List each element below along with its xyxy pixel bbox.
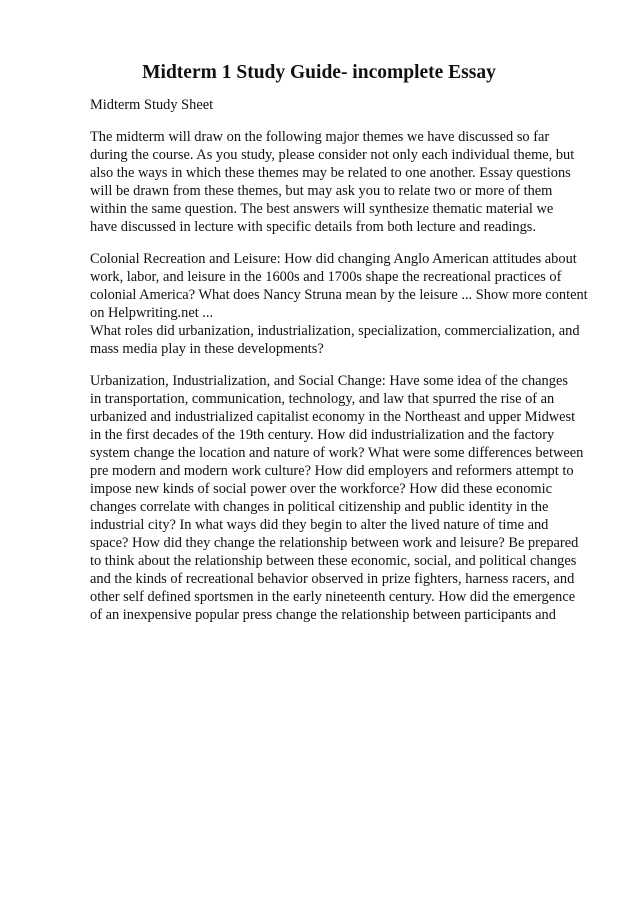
document-body xyxy=(90,96,600,624)
text-line: Urbanization, Industrialization, and Social Change: Have some idea of the changes xyxy=(90,373,568,389)
text-line: system change the location and nature of work? What were some differences between xyxy=(90,445,584,461)
paragraph-urbanization xyxy=(90,372,600,624)
paragraph-colonial-recreation xyxy=(90,250,600,358)
text-line: during the course. As you study, please consider not only each individual theme, but xyxy=(90,147,575,163)
text-line: pre modern and modern work culture? How did employers and reformers attempt to xyxy=(90,463,574,479)
text-line: changes correlate with changes in political citizenship and public identity in the xyxy=(90,499,549,515)
text-line: within the same question. The best answers will synthesize thematic material we xyxy=(90,201,554,217)
text-line: urbanized and industrialized capitalist economy in the Northeast and upper Midwest xyxy=(90,409,576,425)
document-subtitle: Midterm Study Sheet xyxy=(90,97,214,113)
text-line: on Helpwriting.net ... xyxy=(90,305,214,321)
text-line: colonial America? What does Nancy Struna mean by the leisure ... Show more content xyxy=(90,287,588,303)
text-line: The midterm will draw on the following major themes we have discussed so far xyxy=(90,129,550,145)
text-line: other self defined sportsmen in the early nineteenth century. How did the emergence xyxy=(90,589,576,605)
text-line: in transportation, communication, technology, and law that spurred the rise of an xyxy=(90,391,555,407)
text-line: to think about the relationship between these economic, social, and political changes xyxy=(90,553,577,569)
text-line: and the kinds of recreational behavior observed in prize fighters, harness racers, and xyxy=(90,571,575,587)
document-title: Midterm 1 Study Guide- incomplete Essay xyxy=(142,62,496,83)
text-line: will be drawn from these themes, but may ask you to relate two or more of them xyxy=(90,183,553,199)
text-line: What roles did urbanization, industrialization, specialization, commercialization, and xyxy=(90,323,580,339)
text-line: Colonial Recreation and Leisure: How did changing Anglo American attitudes about xyxy=(90,251,577,267)
text-line: space? How did they change the relationship between work and leisure? Be prepared xyxy=(90,535,579,551)
text-line: have discussed in lecture with specific details from both lecture and readings. xyxy=(90,219,536,235)
text-line: also the ways in which these themes may be related to one another. Essay questions xyxy=(90,165,571,181)
paragraph-spacer xyxy=(90,114,600,128)
text-line: mass media play in these developments? xyxy=(90,341,324,357)
paragraph-spacer xyxy=(90,358,600,372)
paragraph-intro xyxy=(90,128,600,236)
text-line: of an inexpensive popular press change the relationship between participants and xyxy=(90,607,556,623)
text-line: impose new kinds of social power over the workforce? How did these economic xyxy=(90,481,552,497)
text-line: work, labor, and leisure in the 1600s and 1700s shape the recreational practices of xyxy=(90,269,562,285)
text-line: in the first decades of the 19th century. How did industrialization and the factory xyxy=(90,427,555,443)
text-line: industrial city? In what ways did they begin to alter the lived nature of time and xyxy=(90,517,549,533)
paragraph-spacer xyxy=(90,236,600,250)
